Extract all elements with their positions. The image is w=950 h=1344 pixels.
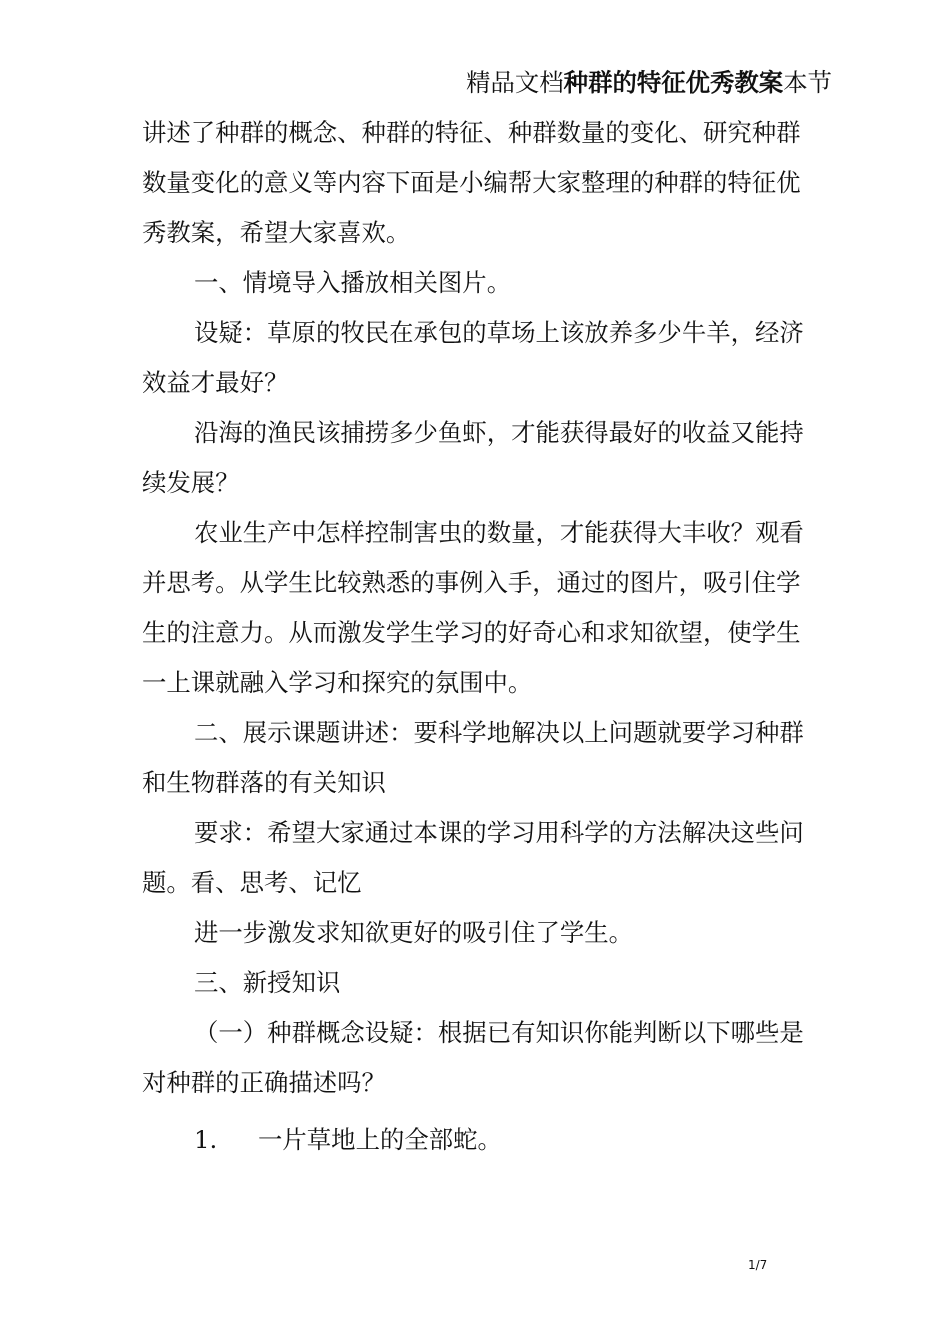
text-line: 效益才最好？	[142, 368, 289, 397]
section-two-paragraph	[142, 708, 832, 808]
text-line: 生的注意力。从而激发学生学习的好奇心和求知欲望，使学生	[142, 618, 801, 647]
text-line: 三、新授知识	[194, 968, 341, 997]
page-number: 1/7	[748, 1258, 768, 1272]
text-line: 并思考。从学生比较熟悉的事例入手，通过的图片，吸引住学	[142, 568, 801, 597]
text-line: 和生物群落的有关知识	[142, 768, 386, 797]
text-line: （一）种群概念设疑：根据已有知识你能判断以下哪些是	[194, 1018, 804, 1047]
text-line: 讲述了种群的概念、种群的特征、种群数量的变化、研究种群	[142, 118, 801, 147]
text-line: 题。看、思考、记忆	[142, 868, 362, 897]
list-item-text: 一片草地上的全部蛇。	[258, 1125, 502, 1154]
header-prefix: 精品文档	[466, 68, 564, 97]
section-one-heading	[142, 258, 832, 308]
intro-paragraph	[142, 108, 832, 258]
list-item-number: 1.	[194, 1125, 218, 1154]
document-page	[142, 58, 832, 1238]
header-line	[142, 58, 832, 108]
document-title: 种群的特征优秀教案	[563, 68, 784, 97]
list-item	[142, 1115, 832, 1165]
text-line: 续发展？	[142, 468, 240, 497]
text-line: 进一步激发求知欲更好的吸引住了学生。	[194, 918, 634, 947]
population-concept-paragraph	[142, 1008, 832, 1108]
header-suffix: 本节	[783, 68, 832, 97]
question-fishery	[142, 408, 832, 508]
motivation-paragraph	[142, 908, 832, 958]
question-agriculture	[142, 508, 832, 708]
text-line: 沿海的渔民该捕捞多少鱼虾，才能获得最好的收益又能持	[194, 418, 804, 447]
question-grassland	[142, 308, 832, 408]
section-three-heading	[142, 958, 832, 1008]
text-line: 一、情境导入播放相关图片。	[194, 268, 512, 297]
text-line: 秀教案，希望大家喜欢。	[142, 218, 411, 247]
text-line: 对种群的正确描述吗？	[142, 1068, 386, 1097]
text-line: 数量变化的意义等内容下面是小编帮大家整理的种群的特征优	[142, 168, 801, 197]
requirement-paragraph	[142, 808, 832, 908]
text-line: 农业生产中怎样控制害虫的数量，才能获得大丰收？观看	[194, 518, 804, 547]
text-line: 一上课就融入学习和探究的氛围中。	[142, 668, 533, 697]
text-line: 设疑：草原的牧民在承包的草场上该放养多少牛羊，经济	[194, 318, 804, 347]
text-line: 二、展示课题讲述：要科学地解决以上问题就要学习种群	[194, 718, 804, 747]
text-line: 要求：希望大家通过本课的学习用科学的方法解决这些问	[194, 818, 804, 847]
